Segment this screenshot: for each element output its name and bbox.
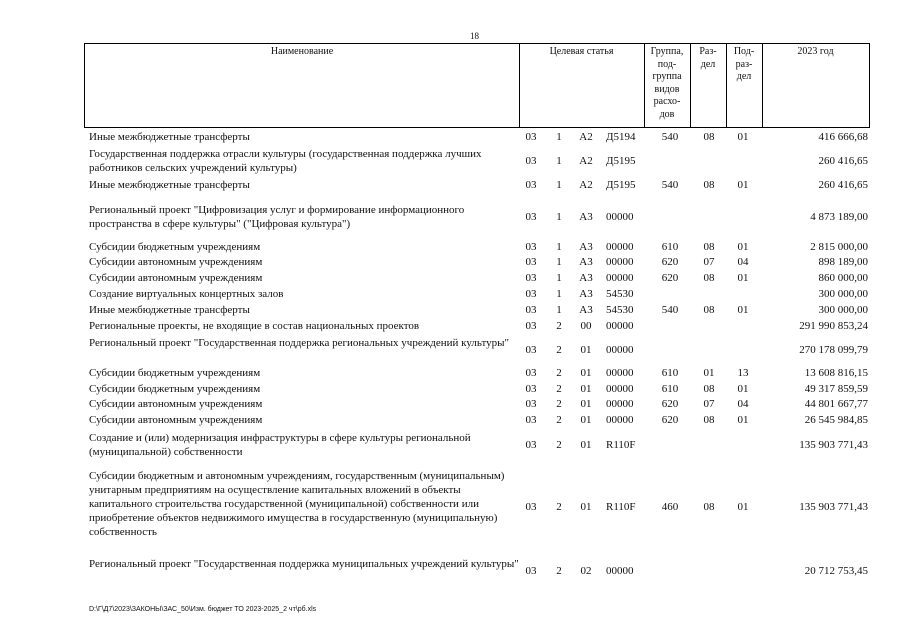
podrazdel-code: 01: [737, 131, 749, 143]
divider: [519, 43, 520, 128]
target-code-3: 01: [580, 414, 592, 426]
group-code: 610: [661, 383, 679, 395]
group-code: 610: [661, 367, 679, 379]
razdel-code: 08: [703, 304, 715, 316]
target-code-1: 03: [525, 256, 537, 268]
target-code-3: А3: [579, 272, 593, 284]
group-code: 540: [661, 179, 679, 191]
target-code-1: 03: [525, 320, 537, 332]
row-name: Субсидии бюджетным учреждениям: [89, 241, 261, 253]
amount: 49 317 859,59: [804, 383, 868, 395]
row-name: Субсидии автономным учреждениям: [89, 272, 263, 284]
target-code-1: 03: [525, 155, 537, 167]
header-podrazdel-text: Под-раз-дел: [733, 46, 755, 82]
target-code-2: 2: [556, 344, 562, 356]
target-code-3: 01: [580, 439, 592, 451]
amount: 2 815 000,00: [810, 241, 868, 253]
divider: [762, 43, 763, 128]
target-code-1: 03: [525, 211, 537, 223]
amount: 135 903 771,43: [799, 439, 868, 451]
group-code: 540: [661, 304, 679, 316]
header-group-text: Группа, под-группа видов расхо-дов: [650, 46, 684, 120]
header-razdel-text: Раз-дел: [699, 46, 717, 70]
row-name: Субсидии бюджетным учреждениям: [89, 367, 261, 379]
target-code-2: 1: [556, 241, 562, 253]
target-code-4: 00000: [606, 211, 634, 223]
target-code-2: 2: [556, 439, 562, 451]
row-name: Государственная поддержка отрасли культуры (государственная поддержка лучших работников сельских учреждений культуры): [89, 148, 482, 174]
target-code-1: 03: [525, 398, 537, 410]
row-name: Иные межбюджетные трансферты: [89, 304, 250, 316]
target-code-3: А3: [579, 211, 593, 223]
target-code-1: 03: [525, 304, 537, 316]
target-code-2: 2: [556, 383, 562, 395]
target-code-3: 01: [580, 344, 592, 356]
row-name: Региональный проект "Цифровизация услуг и формирование информационного пространства в сфере культуры" ("Цифровая культура"): [89, 204, 465, 230]
razdel-code: 08: [703, 131, 715, 143]
amount: 260 416,65: [818, 179, 868, 191]
target-code-3: А2: [579, 179, 593, 191]
target-code-1: 03: [525, 131, 537, 143]
group-code: 460: [661, 501, 679, 513]
target-code-4: 00000: [606, 565, 634, 577]
target-code-1: 03: [525, 272, 537, 284]
row-name: Субсидии бюджетным и автономным учреждениям, государственным (муниципальным) унитарным предприятиям на осуществление капитальных вложений в объекты капитального строительства государственной (муниципальной) собственности или приобретение объектов недвижимого имущества в государственную (муниципальную) собственность: [89, 470, 505, 538]
target-code-2: 1: [556, 155, 562, 167]
razdel-code: 08: [703, 501, 715, 513]
target-code-4: R110F: [606, 501, 636, 513]
podrazdel-code: 01: [737, 414, 749, 426]
target-code-3: А3: [579, 288, 593, 300]
file-path-footer: D:\Г\Д7\2023\ЗАКОНЫ\ЗАС_50\Изм. бюджет ТО 2023-2025_2 чт\рб.xls: [89, 606, 317, 613]
row-name: Субсидии автономным учреждениям: [89, 398, 263, 410]
target-code-1: 03: [525, 367, 537, 379]
razdel-code: 01: [703, 367, 715, 379]
razdel-code: 08: [703, 272, 715, 284]
target-code-2: 1: [556, 304, 562, 316]
podrazdel-code: 01: [737, 241, 749, 253]
amount: 4 873 189,00: [810, 211, 868, 223]
header-razdel: [690, 43, 726, 128]
target-code-2: 2: [556, 565, 562, 577]
target-code-2: 2: [556, 398, 562, 410]
target-code-4: R110F: [606, 439, 636, 451]
target-code-4: 00000: [606, 256, 634, 268]
header-group: [644, 43, 690, 128]
podrazdel-code: 01: [737, 179, 749, 191]
amount: 135 903 771,43: [799, 501, 868, 513]
amount: 291 990 853,24: [799, 320, 868, 332]
podrazdel-code: 01: [737, 304, 749, 316]
podrazdel-code: 01: [737, 272, 749, 284]
group-code: 620: [661, 272, 679, 284]
target-code-2: 1: [556, 211, 562, 223]
group-code: 620: [661, 414, 679, 426]
row-name: Создание виртуальных концертных залов: [89, 288, 284, 300]
row-name: Региональные проекты, не входящие в состав национальных проектов: [89, 320, 420, 332]
target-code-2: 1: [556, 288, 562, 300]
podrazdel-code: 13: [737, 367, 749, 379]
amount: 416 666,68: [818, 131, 868, 143]
target-code-1: 03: [525, 383, 537, 395]
target-code-4: 00000: [606, 241, 634, 253]
target-code-3: А2: [579, 155, 593, 167]
target-code-1: 03: [525, 241, 537, 253]
target-code-4: 00000: [606, 367, 634, 379]
target-code-3: 02: [580, 565, 592, 577]
row-name: Региональный проект "Государственная поддержка муниципальных учреждений культуры": [89, 558, 519, 570]
target-code-1: 03: [525, 344, 537, 356]
podrazdel-code: 01: [737, 383, 749, 395]
podrazdel-code: 01: [737, 501, 749, 513]
divider: [644, 43, 645, 128]
amount: 26 545 984,85: [804, 414, 868, 426]
podrazdel-code: 04: [737, 256, 749, 268]
target-code-4: 54530: [606, 288, 634, 300]
razdel-code: 07: [703, 398, 715, 410]
amount: 300 000,00: [818, 288, 868, 300]
target-code-1: 03: [525, 179, 537, 191]
target-code-2: 1: [556, 131, 562, 143]
row-name: Иные межбюджетные трансферты: [89, 131, 250, 143]
group-code: 610: [661, 241, 679, 253]
target-code-3: 01: [580, 367, 592, 379]
group-code: 620: [661, 398, 679, 410]
target-code-4: Д5195: [606, 155, 636, 167]
target-code-3: 01: [580, 383, 592, 395]
divider: [690, 43, 691, 128]
row-name: Региональный проект "Государственная поддержка региональных учреждений культуры": [89, 337, 510, 349]
row-name: Иные межбюджетные трансферты: [89, 179, 250, 191]
target-code-3: А2: [579, 131, 593, 143]
amount: 44 801 667,77: [804, 398, 868, 410]
target-code-4: 00000: [606, 414, 634, 426]
row-name: Субсидии автономным учреждениям: [89, 414, 263, 426]
target-code-3: А3: [579, 241, 593, 253]
row-name: Субсидии автономным учреждениям: [89, 256, 263, 268]
target-code-2: 2: [556, 367, 562, 379]
target-code-1: 03: [525, 439, 537, 451]
target-code-1: 03: [525, 565, 537, 577]
amount: 300 000,00: [818, 304, 868, 316]
target-code-2: 1: [556, 256, 562, 268]
target-code-4: 00000: [606, 272, 634, 284]
target-code-4: Д5195: [606, 179, 636, 191]
header-podrazdel: [726, 43, 762, 128]
target-code-3: 01: [580, 398, 592, 410]
target-code-1: 03: [525, 501, 537, 513]
amount: 20 712 753,45: [804, 565, 868, 577]
group-code: 620: [661, 256, 679, 268]
header-year: 2023 год: [762, 43, 870, 128]
razdel-code: 08: [703, 383, 715, 395]
target-code-2: 1: [556, 179, 562, 191]
row-name: Субсидии бюджетным учреждениям: [89, 383, 261, 395]
target-code-4: 00000: [606, 320, 634, 332]
row-name: Создание и (или) модернизация инфраструктуры в сфере культуры региональной (муниципальной) собственности: [89, 432, 471, 458]
amount: 270 178 099,79: [799, 344, 868, 356]
target-code-1: 03: [525, 414, 537, 426]
target-code-4: 00000: [606, 344, 634, 356]
amount: 13 608 816,15: [804, 367, 868, 379]
target-code-4: 00000: [606, 398, 634, 410]
target-code-4: Д5194: [606, 131, 636, 143]
divider: [726, 43, 727, 128]
header-name: Наименование: [84, 43, 519, 128]
page-number: 18: [470, 31, 479, 41]
target-code-1: 03: [525, 288, 537, 300]
target-code-4: 54530: [606, 304, 634, 316]
group-code: 540: [661, 131, 679, 143]
amount: 898 189,00: [818, 256, 868, 268]
target-code-2: 2: [556, 501, 562, 513]
target-code-3: А3: [579, 256, 593, 268]
amount: 860 000,00: [818, 272, 868, 284]
razdel-code: 08: [703, 241, 715, 253]
target-code-3: 01: [580, 501, 592, 513]
target-code-3: А3: [579, 304, 593, 316]
target-code-4: 00000: [606, 383, 634, 395]
target-code-2: 2: [556, 414, 562, 426]
amount: 260 416,65: [818, 155, 868, 167]
razdel-code: 08: [703, 414, 715, 426]
target-code-3: 00: [580, 320, 592, 332]
target-code-2: 1: [556, 272, 562, 284]
header-target: Целевая статья: [519, 43, 644, 128]
razdel-code: 07: [703, 256, 715, 268]
razdel-code: 08: [703, 179, 715, 191]
podrazdel-code: 04: [737, 398, 749, 410]
target-code-2: 2: [556, 320, 562, 332]
